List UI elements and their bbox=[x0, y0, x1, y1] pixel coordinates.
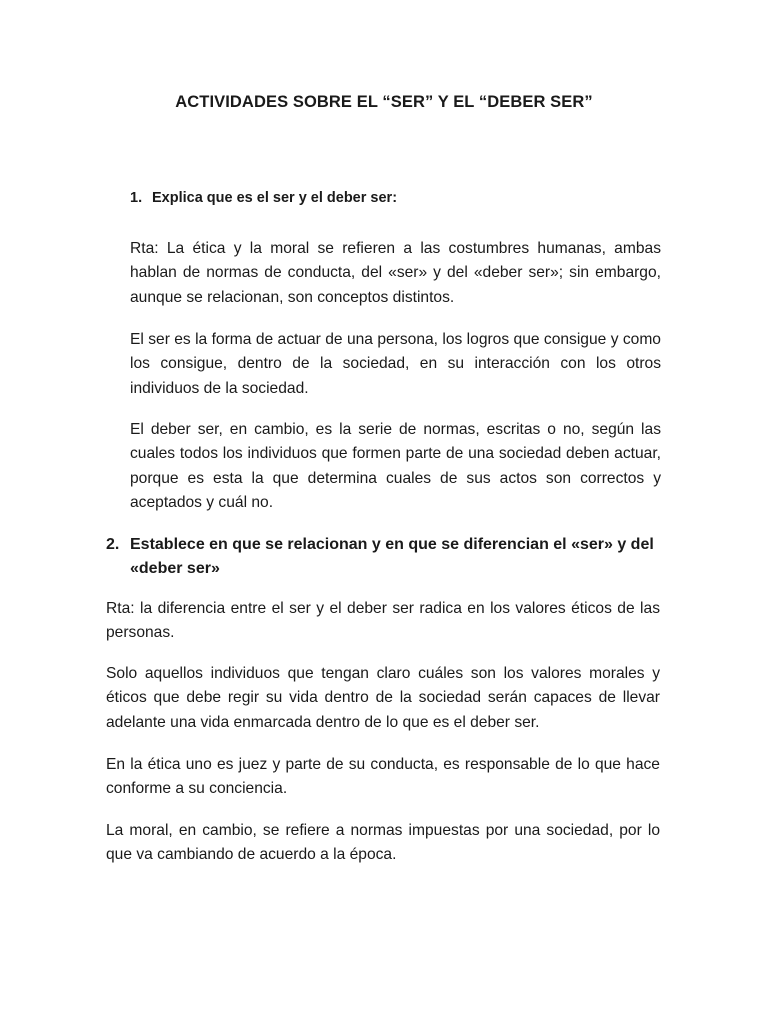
question-2-heading bbox=[106, 533, 666, 581]
question-1-number: 1. bbox=[130, 190, 143, 206]
question-1-answer-paragraph: El ser es la forma de actuar de una persona, los logros que consigue y como los consigue, dentro de la sociedad, en su interacción con los otros individuos de la sociedad. bbox=[130, 331, 661, 397]
question-2-answer-paragraph: Solo aquellos individuos que tengan claro cuáles son los valores morales y éticos que debe regir su vida dentro de la sociedad serán capaces de llevar adelante una vida enmarcada dentro de lo que es el deber ser. bbox=[106, 665, 660, 731]
question-1-heading bbox=[130, 190, 690, 206]
question-1-answer-paragraph: El deber ser, en cambio, es la serie de normas, escritas o no, según las cuales todos los individuos que formen parte de una sociedad deben actuar, porque es esta la que determina cuales de sus actos son correctos y aceptados y cuál no. bbox=[130, 421, 661, 511]
question-2-answer-paragraph: En la ética uno es juez y parte de su conducta, es responsable de lo que hace conforme a su conciencia. bbox=[106, 756, 660, 798]
question-2-heading-text: Establece en que se relacionan y en que se diferencian el «ser» y del «deber ser» bbox=[130, 536, 654, 577]
question-1-heading-text: Explica que es el ser y el deber ser: bbox=[152, 190, 398, 206]
question-1-answer-paragraph: Rta: La ética y la moral se refieren a las costumbres humanas, ambas hablan de normas de conducta, del «ser» y del «deber ser»; sin embargo, aunque se relacionan, son conceptos distintos. bbox=[130, 240, 661, 306]
question-2-number: 2. bbox=[106, 536, 120, 553]
question-2-answer-paragraph: La moral, en cambio, se refiere a normas impuestas por una sociedad, por lo que va cambiando de acuerdo a la época. bbox=[106, 822, 660, 864]
document-title: ACTIVIDADES SOBRE EL “SER” Y EL “DEBER SER” bbox=[175, 93, 593, 111]
question-2-answer-paragraph: Rta: la diferencia entre el ser y el deber ser radica en los valores éticos de las personas. bbox=[106, 600, 660, 642]
